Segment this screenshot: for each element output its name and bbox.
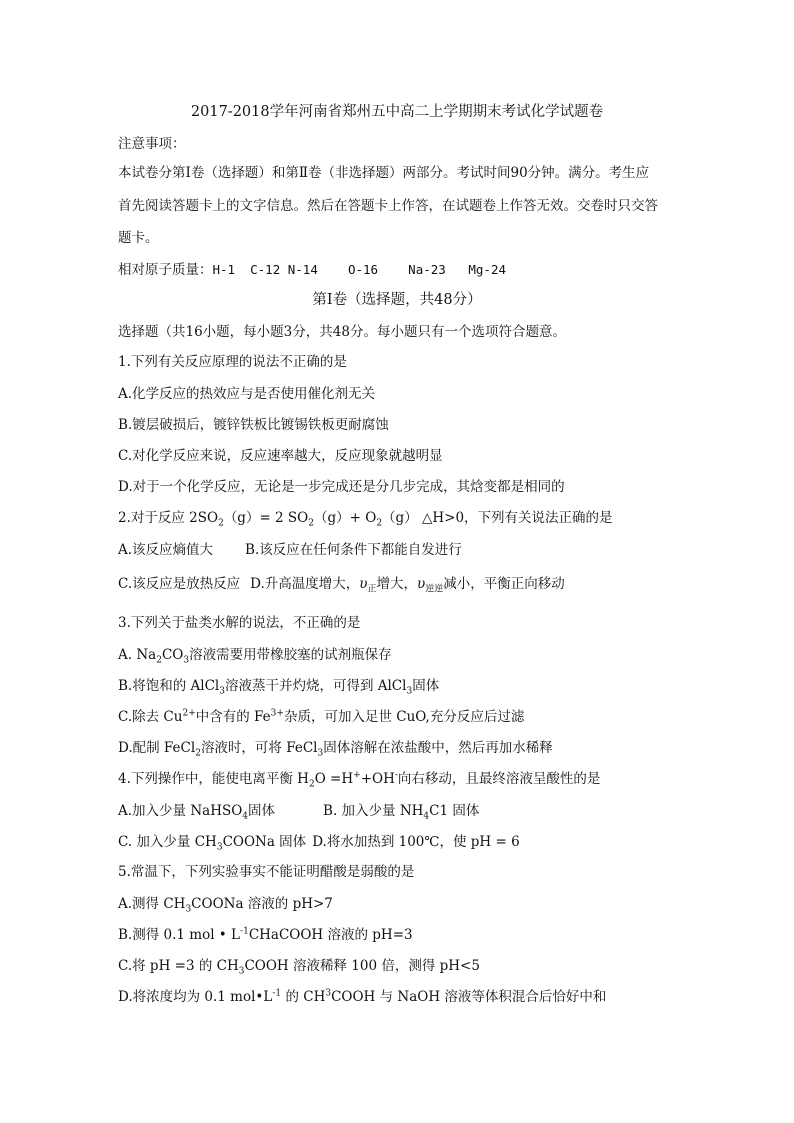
q3-option-d: D.配制 FeCl$_2$溶液时，可将 FeCl$_3$固体溶解在浓盐酸中，然后再加水稀释	[118, 740, 553, 759]
notice-line-2: 首先阅读答题卡上的文字信息。然后在答题卡上作答，在试题卷上作答无效。交卷时只交答	[118, 198, 658, 214]
q2-option-d: D.升高温度增大，$\upsilon_正$增大，$\upsilon_{逆逆}$减小，平衡正向移动	[250, 576, 565, 595]
q5-option-d: D.将浓度均为 0.1 $mol•L^{-1}$ 的 $CH^3COOH$ 与 NaOH 溶液等体积混合后恰好中和	[118, 988, 607, 1005]
notice-line-1: 本试卷分第Ⅰ卷（选择题）和第Ⅱ卷（非选择题）两部分。考试时间90分钟。满分。考生应	[118, 165, 650, 181]
section-instructions: 选择题（共16小题，每小题3分，共48分。每小题只有一个选项符合题意。	[118, 324, 566, 340]
notice-line-3: 题卡。	[118, 230, 159, 246]
q3-stem: 3.下列关于盐类水解的说法，不正确的是	[118, 615, 361, 631]
q2-option-c: C.该反应是放热反应	[118, 576, 241, 592]
q2-option-a: A.该反应熵值大	[118, 542, 214, 558]
q4-stem: 4.下列操作中，能使电离平衡 $H_2O =H^++OH^-$向右移动，且最终溶液呈酸性的是	[118, 770, 601, 790]
q5-option-b: B.测得 0.1 mol • $L^{-1}CHaCOOH$ 溶液的 pH=3	[118, 926, 413, 943]
q1-option-c: C.对化学反应来说，反应速率越大，反应现象就越明显	[118, 448, 443, 464]
q3-option-b: B.将饱和的 AlCl$_3$溶液蒸干并灼烧，可得到 AlCl$_3$固体	[118, 678, 440, 697]
page-title: 2017-2018学年河南省郑州五中高二上学期期末考试化学试题卷	[190, 104, 604, 120]
q4-options-cd	[118, 832, 718, 852]
q1-stem: 1.下列有关反应原理的说法不正确的是	[118, 354, 347, 370]
q1-option-a: A.化学反应的热效应与是否使用催化剂无关	[118, 386, 376, 402]
q4-option-a: A.加入少量 NaHSO$_4$固体	[118, 803, 276, 822]
q5-option-a: A.测得 $CH_3COONa$ 溶液的 pH>7	[118, 896, 333, 915]
q2-options-ab	[118, 540, 718, 560]
notice-heading: 注意事项：	[118, 136, 186, 152]
q4-option-c: C. 加入少量 $CH_3COONa$ 固体	[118, 834, 307, 853]
q2-options-cd	[118, 574, 718, 594]
q1-option-d: D.对于一个化学反应，无论是一步完成还是分几步完成，其焓变都是相同的	[118, 479, 565, 495]
atomic-mass-line	[118, 260, 718, 280]
atomic-mass-label: 相对原子质量：	[118, 262, 213, 278]
q5-option-c: C.将 pH =3 的 $CH_3COOH$ 溶液稀释 100 倍，测得 pH<5	[118, 958, 480, 977]
q4-options-ab	[118, 801, 718, 821]
q2-option-b: B.该反应在任何条件下都能自发进行	[245, 542, 462, 558]
q5-stem: 5.常温下，下列实验事实不能证明醋酸是弱酸的是	[118, 864, 415, 880]
q4-option-d: D.将水加热到 100℃，使 pH = 6	[312, 834, 520, 850]
q3-option-a: A. $Na_2CO_3$溶液需要用带橡胶塞的试剂瓶保存	[118, 647, 392, 666]
q4-option-b: B. 加入少量 $NH_4C1$ 固体	[323, 803, 480, 822]
q2-stem: 2.对于反应 $2SO_2(g)= 2$ $SO_2(g)+ O_2(g)$ △H>0，下列有关说法正确的是	[118, 510, 613, 529]
section-title: 第Ⅰ卷（选择题，共48分）	[312, 292, 482, 308]
q3-option-c: C.除去 $Cu^{2+}$中含有的 $Fe^{3+}$杂质，可加入足世 CuO,充分反应后过滤	[118, 708, 525, 725]
q1-option-b: B.镀层破损后，镀锌铁板比镀锡铁板更耐腐蚀	[118, 417, 389, 433]
atomic-mass-values: H-1 C-12 N-14 O-16 Na-23 Mg-24	[212, 262, 506, 277]
